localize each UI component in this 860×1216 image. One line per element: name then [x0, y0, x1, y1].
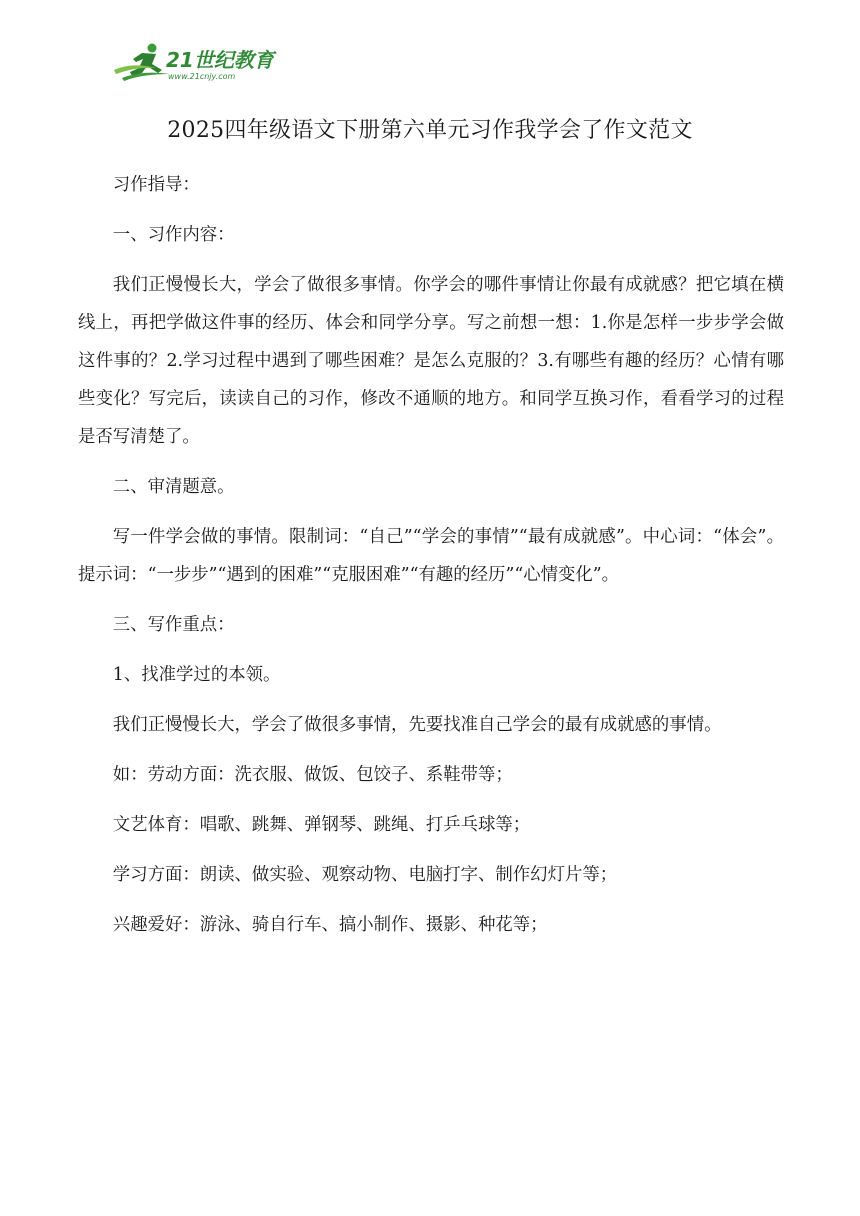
site-logo: [112, 40, 282, 84]
paragraph: 学习方面：朗读、做实验、观察动物、电脑打字、制作幻灯片等；: [112, 865, 618, 885]
runner-logo-icon: [112, 40, 282, 84]
paragraph: 如：劳动方面：洗衣服、做饭、包饺子、系鞋带等；: [112, 765, 513, 785]
paragraph: 兴趣爱好：游泳、骑自行车、搞小制作、摄影、种花等；: [112, 915, 548, 935]
paragraph: 二、审清题意。: [112, 477, 235, 497]
svg-text:21世纪教育: 21世纪教育: [166, 48, 274, 72]
paragraph: 写一件学会做的事情。限制词：“自己”“学会的事情”“最有成就感”。中心词：“体会”。提示词：“一步步”“遇到的困难”“克服困难”“有趣的经历”“心情变化”。: [78, 527, 784, 585]
paragraph: 文艺体育：唱歌、跳舞、弹钢琴、跳绳、打乒乓球等；: [112, 815, 531, 835]
paragraph: 我们正慢慢长大，学会了做很多事情。你学会的哪件事情让你最有成就感？把它填在横线上，再把学做这件事的经历、体会和同学分享。写之前想一想：1.你是怎样一步步学会做这件事的？2.学习过程中遇到了哪些困难？是怎么克服的？3.有哪些有趣的经历？心情有哪些变化？写完后，读读自己的习作，修改不通顺的地方。和同学互换习作，看看学习的过程是否写清楚了。: [78, 275, 784, 447]
svg-text:www.21cnjy.com: www.21cnjy.com: [168, 72, 236, 81]
paragraph: 三、写作重点：: [112, 615, 235, 635]
paragraph: 一、习作内容：: [112, 225, 235, 245]
document-body: [78, 166, 784, 956]
paragraph: 1、找准学过的本领。: [112, 665, 281, 685]
paragraph: 我们正慢慢长大，学会了做很多事情，先要找准自己学会的最有成就感的事情。: [112, 715, 722, 735]
paragraph: 习作指导：: [112, 175, 200, 195]
page-title: 2025四年级语文下册第六单元习作我学会了作文范文: [167, 118, 693, 143]
